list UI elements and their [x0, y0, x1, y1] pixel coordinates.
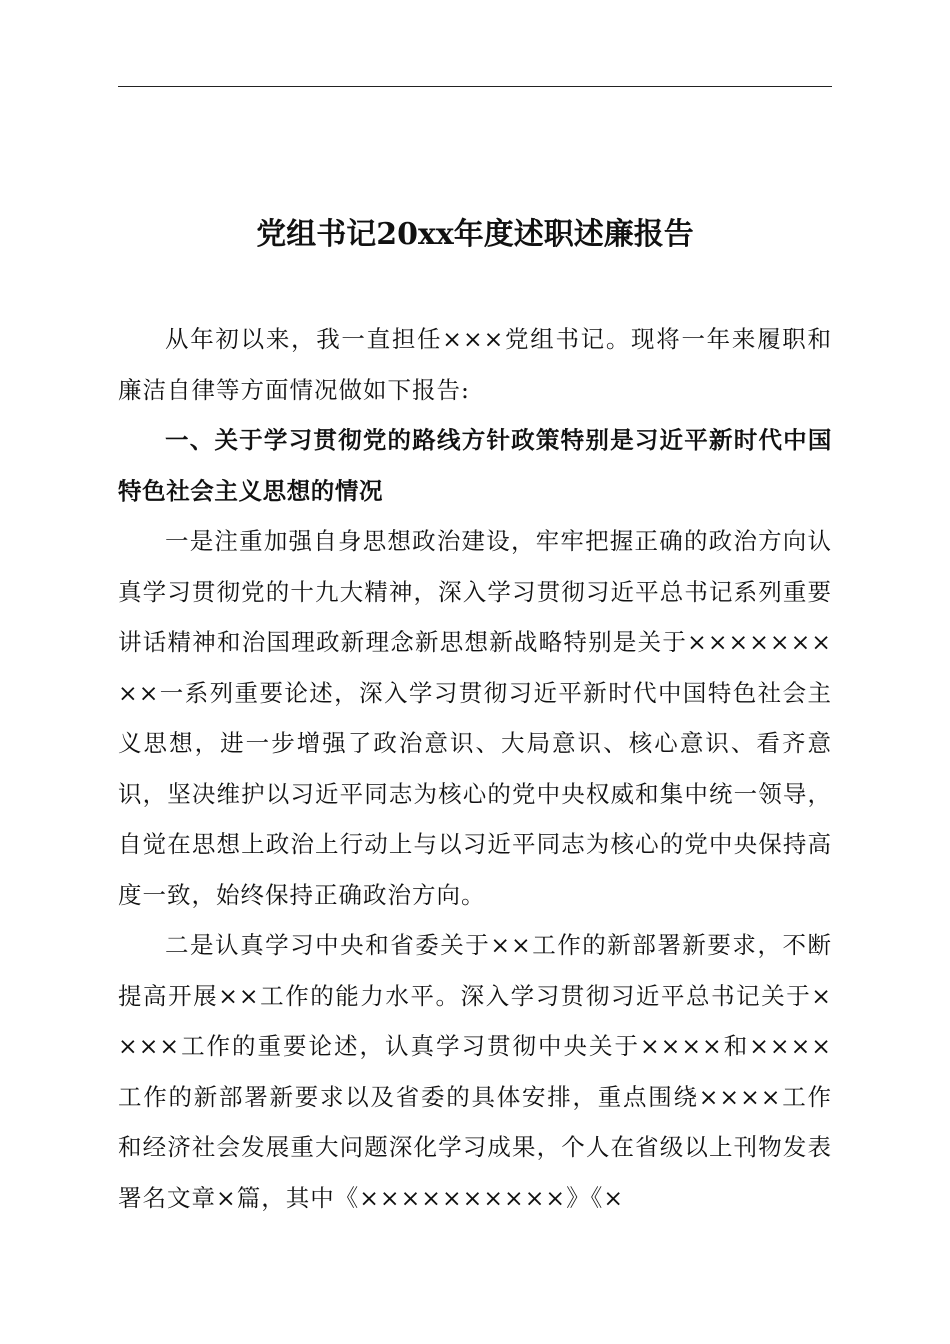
paragraph-point-1: 一是注重加强自身思想政治建设，牢牢把握正确的政治方向认真学习贯彻党的十九大精神，深入学习贯彻习近平总书记系列重要讲话精神和治国理政新理念新思想新战略特别是关于×××××××××一系列重要论述，深入学习贯彻习近平新时代中国特色社会主义思想，进一步增强了政治意识、大局意识、核心意识、看齐意识，坚决维护以习近平同志为核心的党中央权威和集中统一领导，自觉在思想上政治上行动上与以习近平同志为核心的党中央保持高度一致，始终保持正确政治方向。: [118, 527, 832, 909]
section-heading-1: 一、关于学习贯彻党的路线方针政策特别是习近平新时代中国特色社会主义思想的情况: [118, 426, 832, 505]
header-rule: [118, 86, 832, 87]
document-title: 党组书记20xx年度述职述廉报告: [256, 217, 694, 252]
document-body: [118, 314, 832, 1223]
paragraph-point-2: 二是认真学习中央和省委关于××工作的新部署新要求，不断提高开展××工作的能力水平。深入学习贯彻习近平总书记关于××××工作的重要论述，认真学习贯彻中央关于××××和××××工作的新部署新要求以及省委的具体安排，重点围绕××××工作和经济社会发展重大问题深化学习成果，个人在省级以上刊物发表署名文章×篇，其中《××××××××××》《×: [118, 931, 832, 1212]
paragraph-intro: 从年初以来，我一直担任×××党组书记。现将一年来履职和廉洁自律等方面情况做如下报告:: [118, 325, 832, 404]
